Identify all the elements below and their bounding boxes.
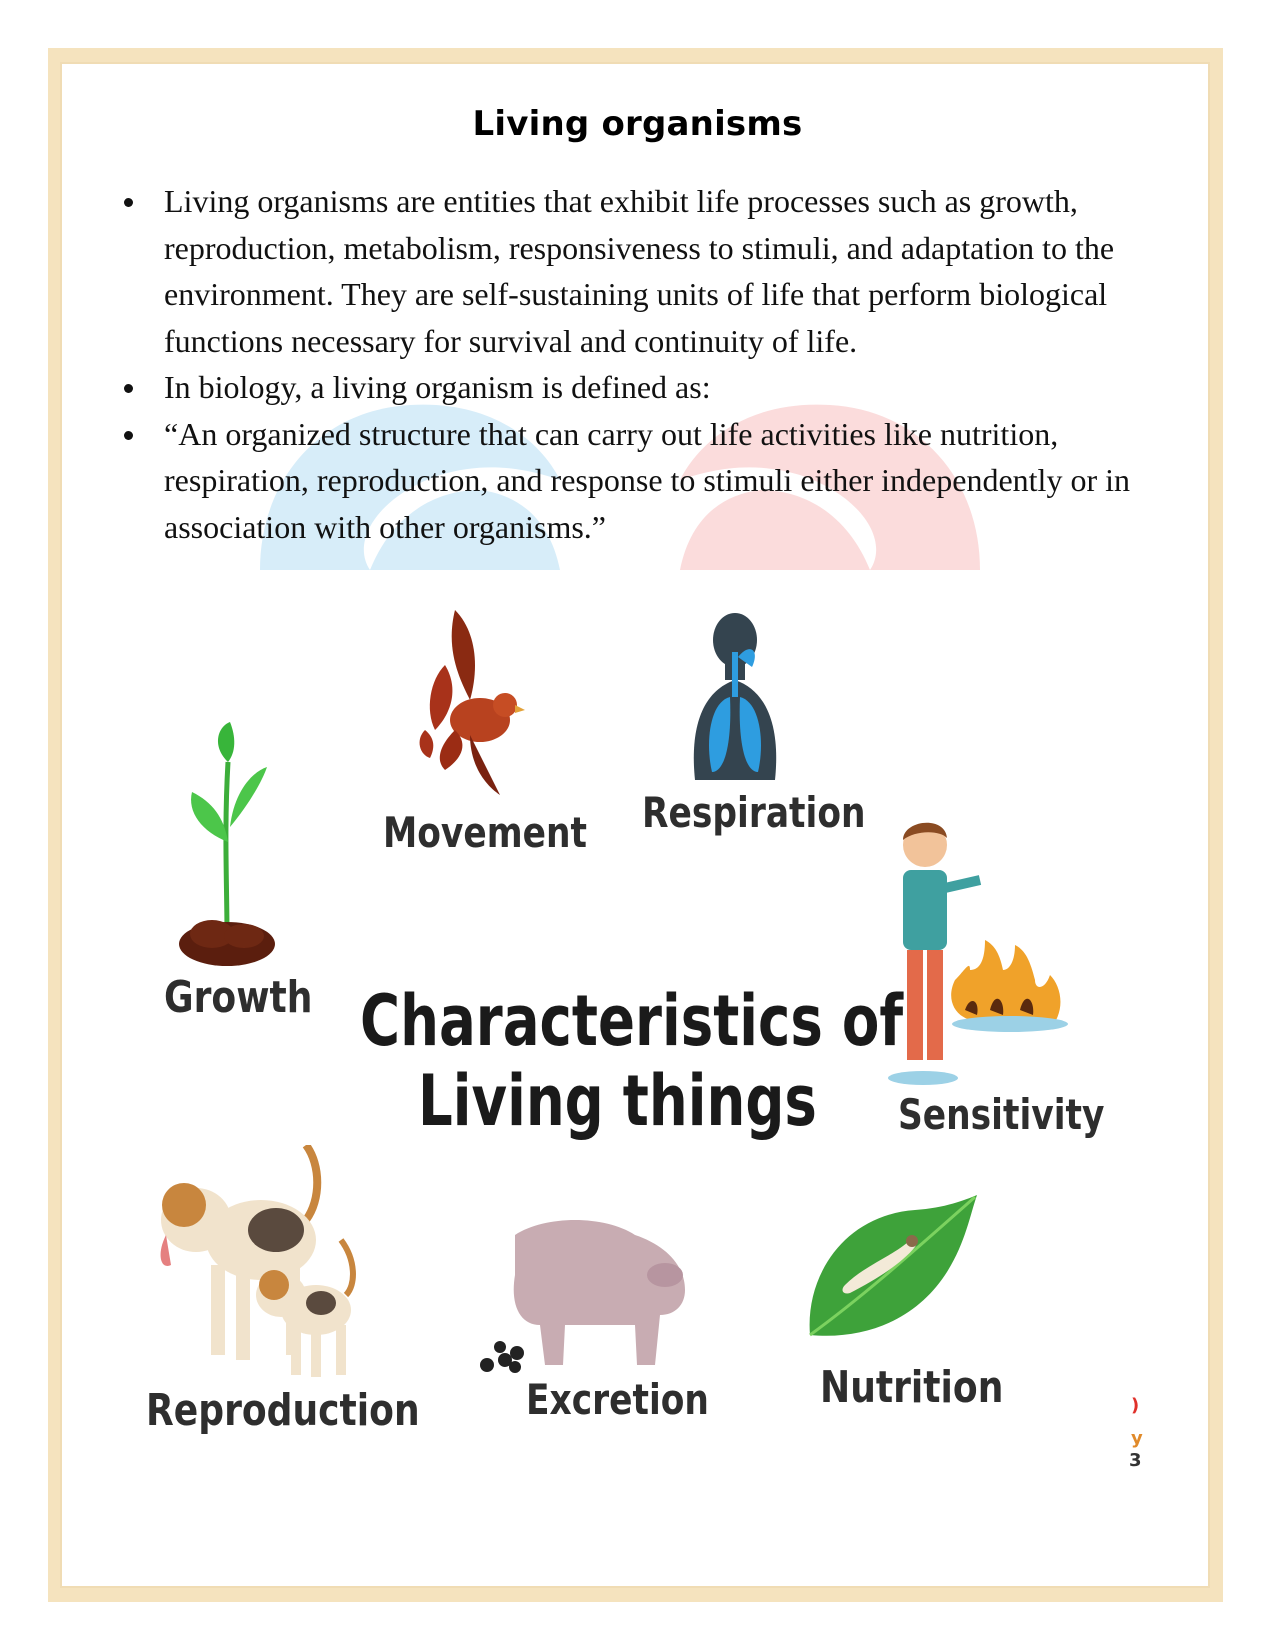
excretion-label: Excretion [526, 1375, 709, 1424]
bullet-icon [124, 431, 133, 440]
illustration-title-line2: Living things [418, 1060, 817, 1142]
edge-mark: y [1131, 1428, 1143, 1449]
definition-list [118, 178, 1198, 550]
hippo-icon [475, 1215, 690, 1375]
bullet-icon [124, 384, 133, 393]
list-item [118, 411, 1198, 551]
dogs-icon [156, 1145, 361, 1380]
lungs-icon [690, 612, 780, 780]
nutrition-label: Nutrition [820, 1362, 1004, 1413]
edge-mark: 3 [1129, 1450, 1142, 1471]
respiration-label: Respiration [642, 788, 866, 837]
list-item-text: Living organisms are entities that exhibit life processes such as growth, reproduction, metabolism, responsiveness to stimuli, and adaptation to the environment. They are self-sustaining units of life that perform biological functions necessary for survival and continuity of life. [164, 183, 1115, 359]
page-title: Living organisms [472, 104, 803, 144]
reproduction-label: Reproduction [146, 1385, 420, 1436]
characteristics-illustration [120, 600, 1160, 1500]
edge-mark: ) [1131, 1395, 1140, 1416]
sensitivity-label: Sensitivity [898, 1090, 1105, 1139]
list-item [118, 364, 1198, 411]
bullet-icon [124, 198, 133, 207]
movement-label: Movement [383, 808, 587, 857]
bird-icon [415, 610, 525, 800]
leaf-caterpillar-icon [805, 1195, 980, 1340]
seedling-icon [172, 722, 282, 967]
person-fire-icon [885, 810, 1070, 1085]
growth-label: Growth [164, 972, 313, 1023]
illustration-title-line1: Characteristics of [360, 980, 904, 1062]
list-item-text: “An organized structure that can carry out life activities like nutrition, respiration, reproduction, and response to stimuli either independently or in association with other organisms.” [164, 415, 1130, 545]
list-item-text: In biology, a living organism is defined as: [164, 369, 711, 405]
list-item [118, 178, 1198, 364]
